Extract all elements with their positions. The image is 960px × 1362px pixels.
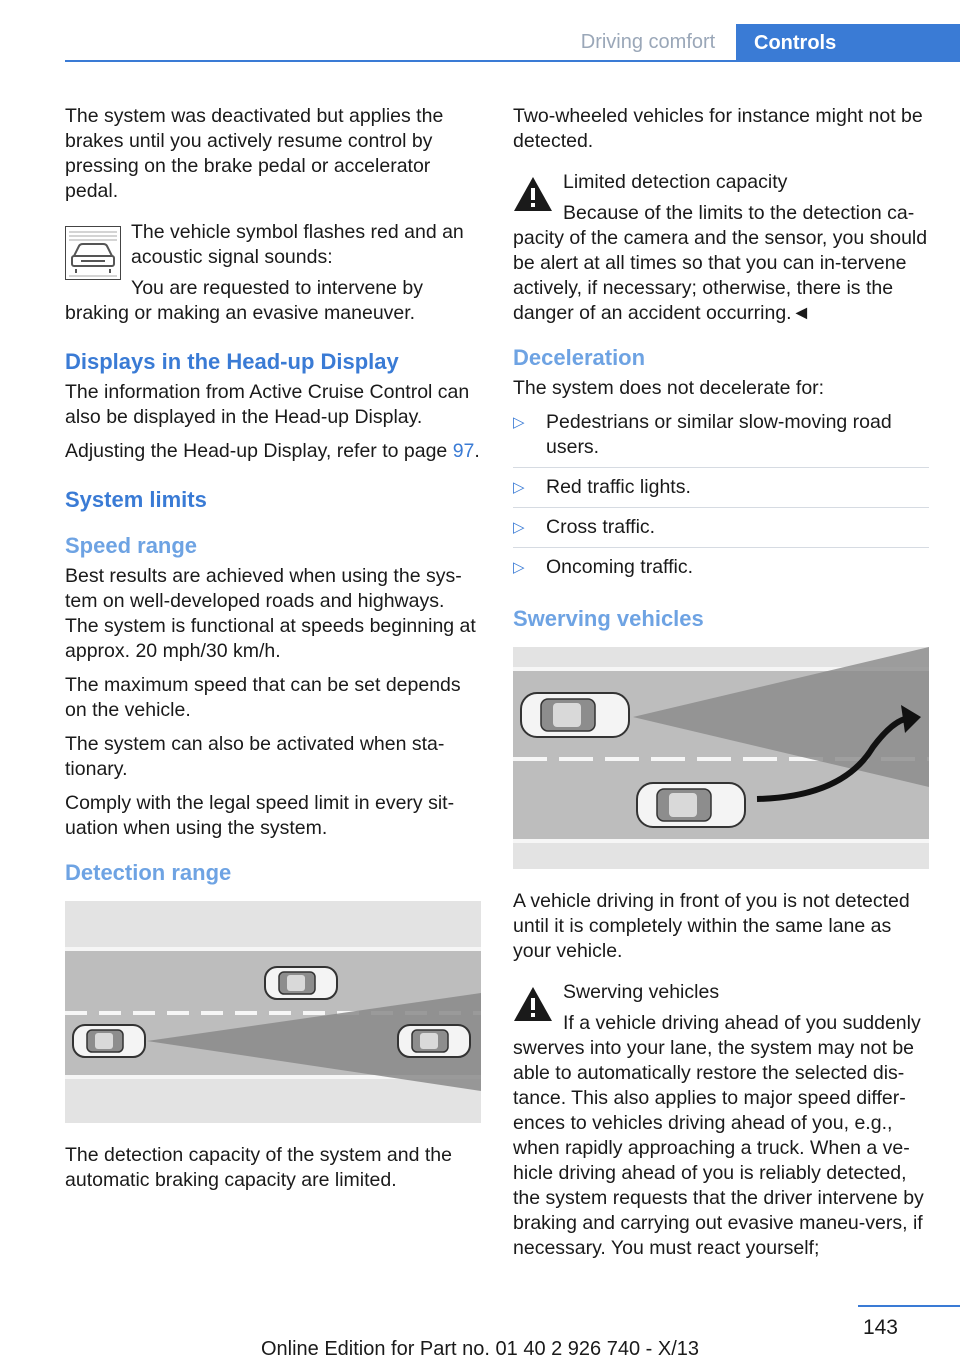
vehicle-symbol-icon — [65, 226, 121, 280]
warning-note-swerving — [513, 980, 929, 1261]
paragraph: Two-wheeled vehicles for instance might not be detected. — [513, 105, 923, 152]
vehicle-note — [65, 220, 481, 326]
paragraph: Comply with the legal speed limit in every sit-uation when using the system. — [65, 792, 455, 839]
list-item: ▷ Pedestrians or similar slow-moving road users. — [513, 410, 929, 468]
heading-swerving-vehicles: Swerving vehicles — [513, 606, 704, 631]
paragraph: The system does not decelerate for: — [513, 377, 825, 399]
list-item: ▷ Red traffic lights. — [513, 475, 929, 508]
bullet-triangle-icon: ▷ — [513, 479, 525, 496]
header-chapter-tab: Controls — [736, 24, 960, 62]
list-item: ▷ Cross traffic. — [513, 515, 929, 548]
detection-range-illustration — [65, 901, 481, 1123]
edition-footer: Online Edition for Part no. 01 40 2 926 740 - X/13 — [260, 1338, 700, 1360]
paragraph: The information from Active Cruise Control can also be displayed in the Head-up Display. — [65, 381, 470, 428]
heading-speed-range: Speed range — [65, 533, 198, 558]
warning-triangle-icon — [513, 176, 553, 212]
warning-title: Limited detection capacity — [563, 171, 788, 193]
footer-rule — [858, 1305, 960, 1307]
heading-detection-range: Detection range — [65, 860, 232, 885]
car-own-vehicle — [398, 1025, 470, 1057]
left-column — [65, 104, 481, 1202]
page-link[interactable]: 97 — [452, 440, 475, 462]
warning-text: Because of the limits to the detection ca-pacity of the camera and the sensor, you should be alert at all times so that you can in-tervene actively, if necessary; otherwise, there is the danger of an accident occurring.◄ — [513, 202, 928, 324]
paragraph: The detection capacity of the system and the automatic braking capacity are limited. — [65, 1144, 452, 1191]
swerving-vehicles-illustration — [513, 647, 929, 869]
header-rule — [65, 60, 960, 62]
bullet-triangle-icon: ▷ — [513, 519, 525, 536]
bullet-triangle-icon: ▷ — [513, 414, 525, 431]
paragraph-page-ref: Adjusting the Head-up Display, refer to page 97. — [65, 440, 480, 462]
deceleration-list — [513, 410, 929, 587]
paragraph: The maximum speed that can be set depends on the vehicle. — [65, 674, 461, 721]
note-line-2: You are requested to intervene by braking or making an evasive maneuver. — [65, 277, 423, 324]
car-own-vehicle — [637, 783, 745, 827]
page-number: 143 — [862, 1316, 898, 1339]
paragraph: The system was deactivated but applies the brakes until you actively resume control by pressing on the brake pedal or accelerator pedal. — [65, 105, 444, 202]
car-ahead-lane — [265, 967, 337, 999]
header-section-label: Driving comfort — [580, 31, 716, 53]
heading-deceleration: Deceleration — [513, 345, 646, 370]
paragraph: A vehicle driving in front of you is not detected until it is completely within the same lane as your vehicle. — [513, 890, 910, 962]
warning-text: If a vehicle driving ahead of you suddenly swerves into your lane, the system may not be able to automatically restore the selected dis-tance. This also applies to major speed differ-ences to vehicles driving ahead of you, e.g., when rapidly approaching a truck. When a ve-hicle driving ahead of you is reliably detected, the system requests that the driver intervene by braking and carrying out evasive maneu-vers, if necessary. You must react yourself; — [513, 1012, 924, 1259]
paragraph: The system can also be activated when sta-tionary. — [65, 733, 445, 780]
car-swerving-ahead — [521, 693, 629, 737]
paragraph: Best results are achieved when using the sys-tem on well-developed roads and highways. The system is functional at speeds beginning at approx. 20 mph/30 km/h. — [65, 565, 476, 662]
right-column — [513, 104, 929, 1267]
bullet-triangle-icon: ▷ — [513, 559, 525, 576]
note-line-1: The vehicle symbol flashes red and an acoustic signal sounds: — [131, 221, 464, 268]
warning-triangle-icon — [513, 986, 553, 1022]
car-left-detected — [73, 1025, 145, 1057]
heading-hud: Displays in the Head-up Display — [65, 349, 399, 374]
list-item: ▷ Oncoming traffic. — [513, 556, 694, 578]
warning-note-detection — [513, 170, 929, 326]
warning-title: Swerving vehicles — [563, 981, 720, 1003]
heading-system-limits: System limits — [65, 487, 207, 512]
